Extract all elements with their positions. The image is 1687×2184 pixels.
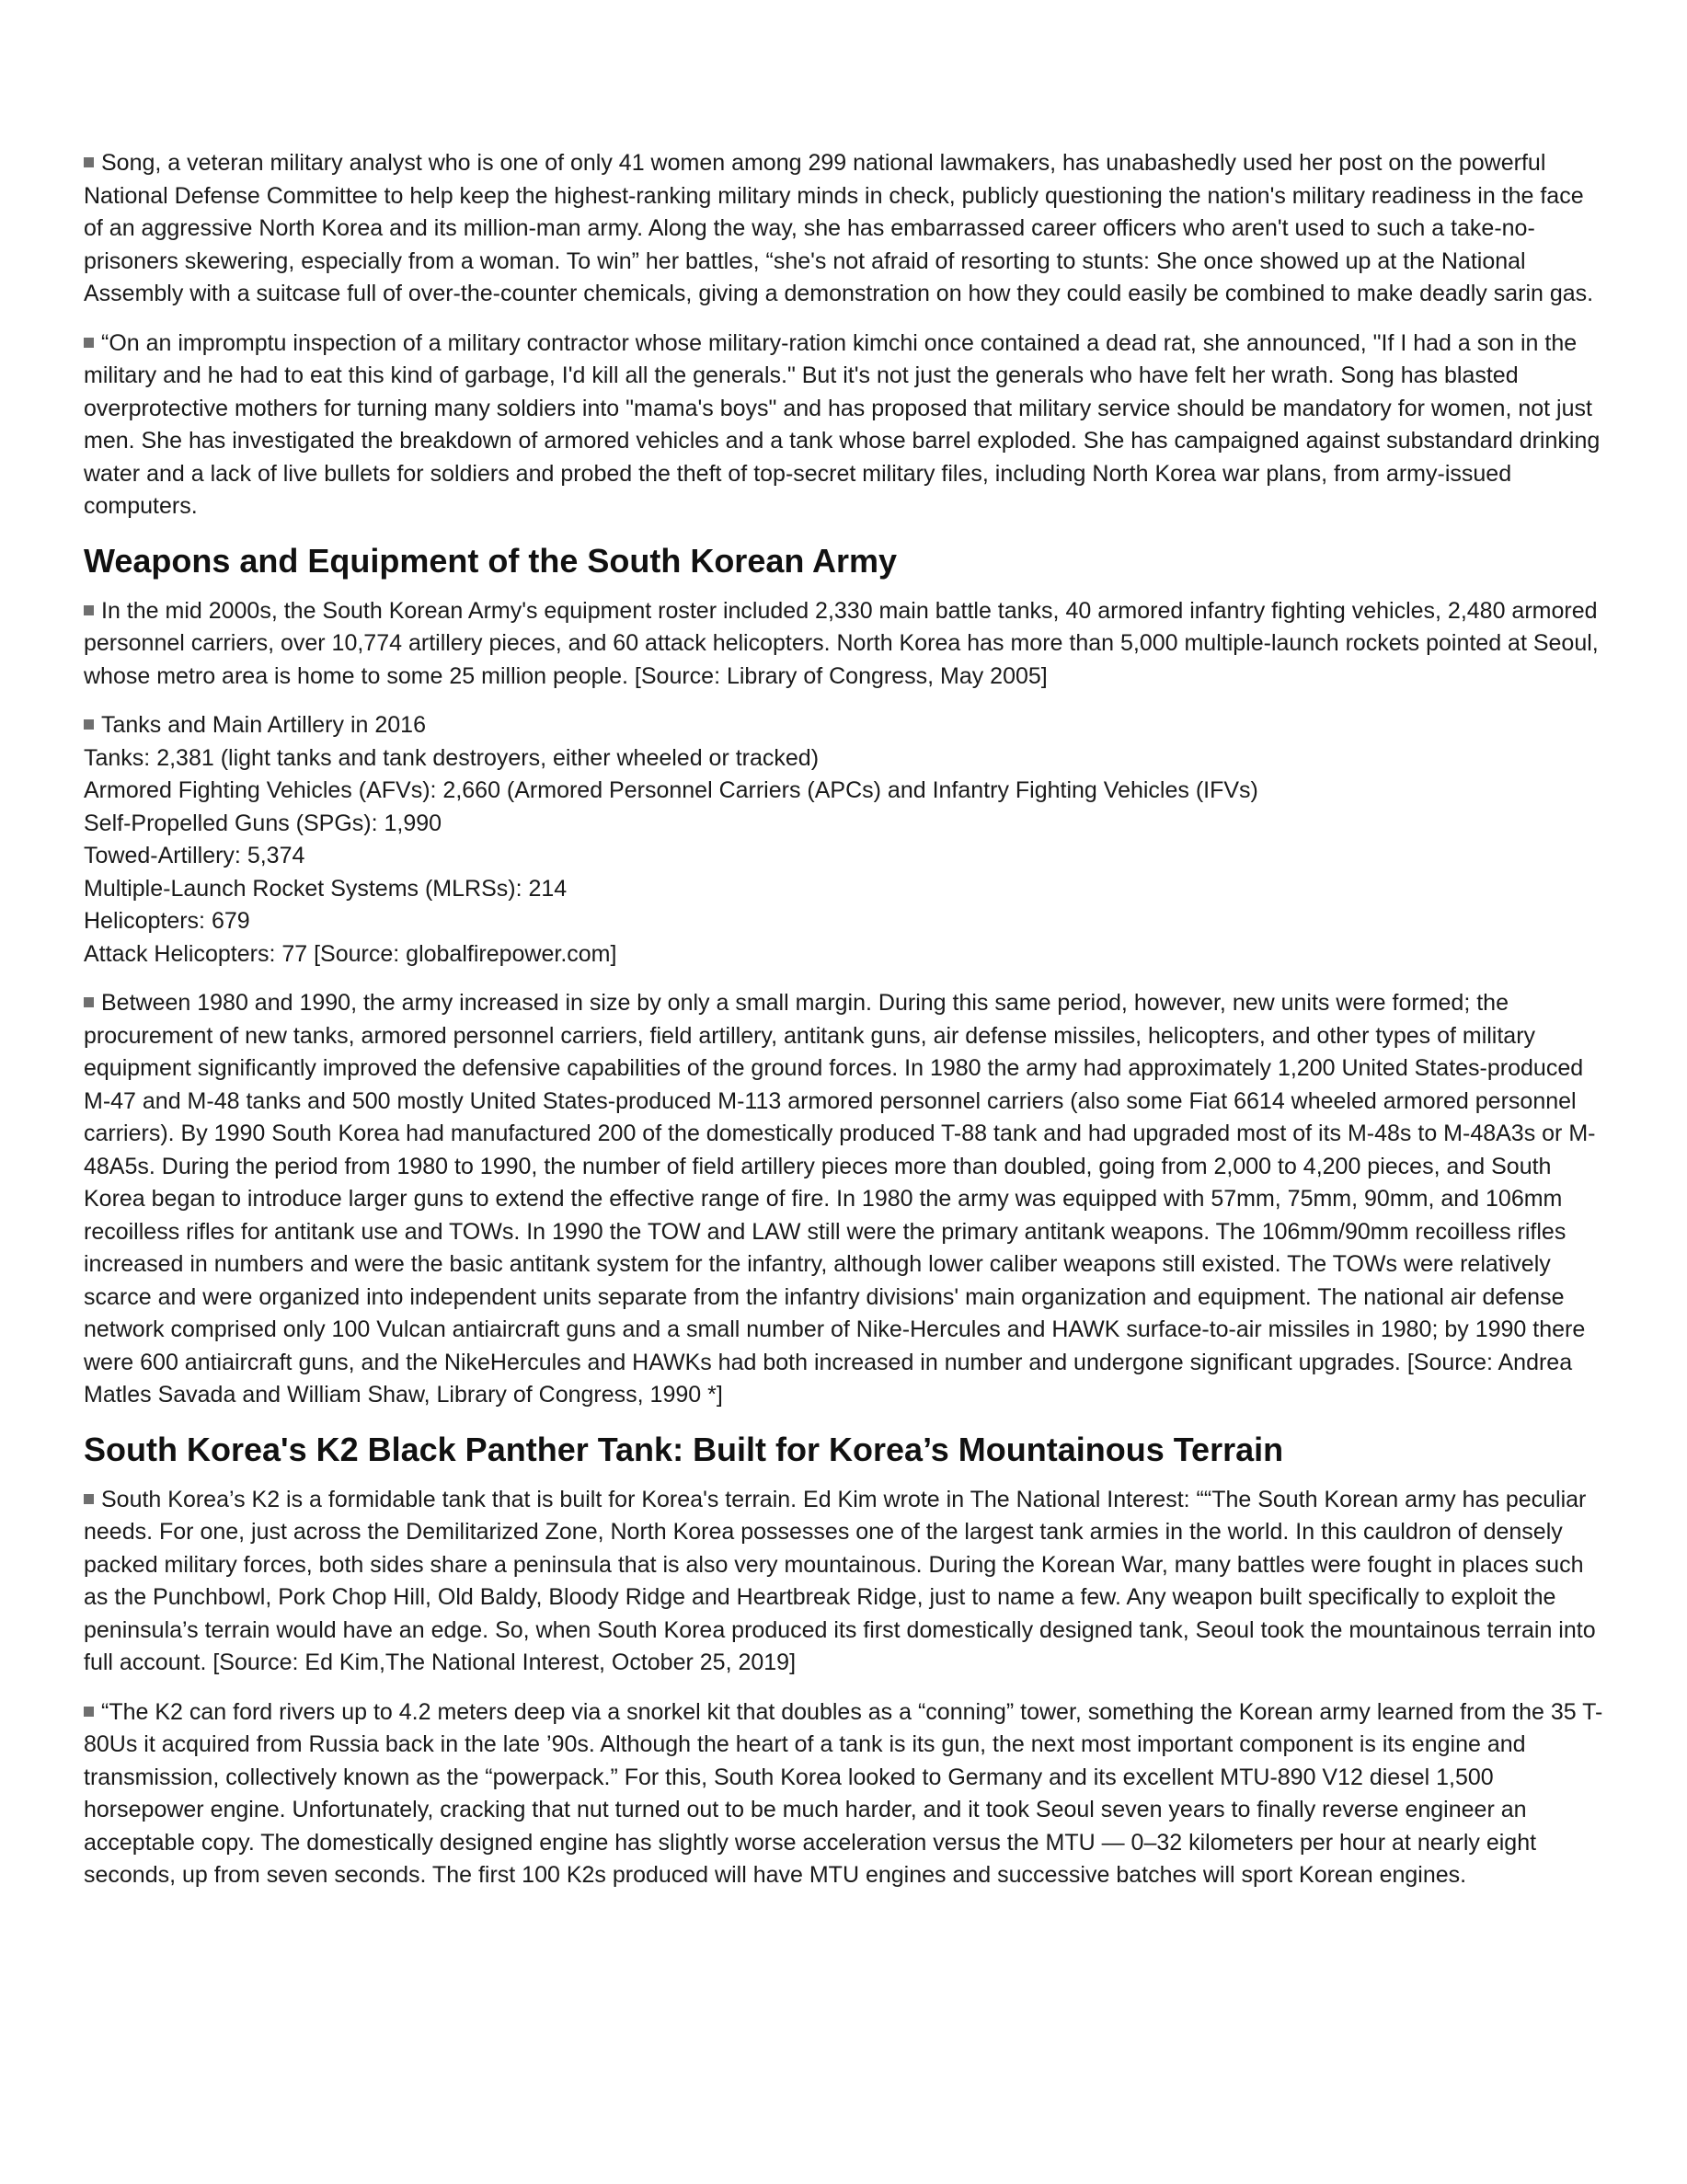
- paragraph-text: “The K2 can ford rivers up to 4.2 meters deep via a snorkel kit that doubles as a “conning” tower, something the Korean army learned from the 35 T-80Us it acquired from Russia back in the late ’90s. Although the heart of a tank is its gun, the next most important component is its engine and transmission, collectively known as the “powerpack.” For this, South Korea looked to Germany and its excellent MTU-890 V12 diesel 1,500 horsepower engine. Unfortunately, cracking that nut turned out to be much harder, and it took Seoul seven years to finally reverse engineer an acceptable copy. The domestically designed engine has slightly worse acceleration versus the MTU — 0–32 kilometers per hour at nearly eight seconds, up from seven seconds. The first 100 K2s produced will have MTU engines and successive batches will sport Korean engines.: [84, 1698, 1603, 1888]
- square-bullet-icon: [84, 605, 94, 615]
- square-bullet-icon: [84, 1494, 94, 1504]
- list-item: Self-Propelled Guns (SPGs): 1,990: [84, 810, 442, 836]
- list-item: Armored Fighting Vehicles (AFVs): 2,660 (Armored Personnel Carriers (APCs) and Infantry Fighting Vehicles (IFVs): [84, 777, 1258, 803]
- paragraph: [84, 1696, 1603, 1892]
- article-body: [84, 147, 1603, 1909]
- square-bullet-icon: [84, 719, 94, 730]
- list-item: Helicopters: 679: [84, 908, 250, 934]
- paragraph: [84, 1484, 1603, 1680]
- square-bullet-icon: [84, 997, 94, 1007]
- list-title: Tanks and Main Artillery in 2016: [101, 712, 426, 738]
- square-bullet-icon: [84, 1707, 94, 1717]
- square-bullet-icon: [84, 338, 94, 348]
- paragraph-text: “On an impromptu inspection of a military contractor whose military-ration kimchi once contained a dead rat, she announced, "If I had a son in the military and he had to eat this kind of garbage, I'd kill all the generals." But it's not just the generals who have felt her wrath. Song has blasted overprotective mothers for turning many soldiers into "mama's boys" and has proposed that military service should be mandatory for women, not just men. She has investigated the breakdown of armored vehicles and a tank whose barrel exploded. She has campaigned against substandard drinking water and a lack of live bullets for soldiers and probed the theft of top-secret military files, including North Korea war plans, from army-issued computers.: [84, 329, 1601, 519]
- list-item: Towed-Artillery: 5,374: [84, 843, 305, 868]
- paragraph-text: In the mid 2000s, the South Korean Army's equipment roster included 2,330 main battle tanks, 40 armored infantry fighting vehicles, 2,480 armored personnel carriers, over 10,774 artillery pieces, and 60 attack helicopters. North Korea has more than 5,000 multiple-launch rockets pointed at Seoul, whose metro area is home to some 25 million people. [Source: Library of Congress, May 2005]: [84, 597, 1599, 689]
- list-item: Tanks: 2,381 (light tanks and tank destroyers, either wheeled or tracked): [84, 744, 820, 771]
- list-title-line: [84, 709, 1603, 742]
- section-heading: Weapons and Equipment of the South Korean Army: [84, 541, 898, 580]
- square-bullet-icon: [84, 157, 94, 167]
- paragraph-text: Song, a veteran military analyst who is one of only 41 women among 299 national lawmakers, has unabashedly used her post on the powerful National Defense Committee to help keep the highest-ranking military minds in check, publicly questioning the nation's military readiness in the face of an aggressive North Korea and its million-man army. Along the way, she has embarrassed career officers who aren't used to such a take-no-prisoners skewering, especially from a woman. To win” her battles, “she's not afraid of resorting to stunts: She once showed up at the National Assembly with a suitcase full of over-the-counter chemicals, giving a demonstration on how they could easily be combined to make deadly sarin gas.: [84, 150, 1594, 306]
- paragraph-text: South Korea’s K2 is a formidable tank that is built for Korea's terrain. Ed Kim wrote in The National Interest: ““The South Korean army has peculiar needs. For one, just across the Demilitarized Zone, North Korea possesses one of the largest tank armies in the world. In this cauldron of densely packed military forces, both sides share a peninsula that is also very mountainous. During the Korean War, many battles were fought in places such as the Punchbowl, Pork Chop Hill, Old Baldy, Bloody Ridge and Heartbreak Ridge, just to name a few. Any weapon built specifically to exploit the peninsula’s terrain would have an edge. So, when South Korea produced its first domestically designed tank, Seoul took the mountainous terrain into full account. [Source: Ed Kim,The National Interest, October 25, 2019]: [84, 1486, 1596, 1675]
- section-heading: South Korea's K2 Black Panther Tank: Built for Korea’s Mountainous Terrain: [84, 1430, 1284, 1468]
- list-item: Attack Helicopters: 77 [Source: globalfirepower.com]: [84, 940, 617, 967]
- paragraph: [84, 987, 1603, 1412]
- paragraph: [84, 328, 1603, 523]
- paragraph: [84, 147, 1603, 311]
- list-item: Multiple-Launch Rocket Systems (MLRSs): 214: [84, 875, 568, 902]
- equipment-list: [84, 709, 1603, 971]
- paragraph-text: Between 1980 and 1990, the army increased in size by only a small margin. During this same period, however, new units were formed; the procurement of new tanks, armored personnel carriers, field artillery, antitank guns, air defense missiles, helicopters, and other types of military equipment significantly improved the defensive capabilities of the ground forces. In 1980 the army had approximately 1,200 United States-produced M-47 and M-48 tanks and 500 mostly United States-produced M-113 armored personnel carriers (also some Fiat 6614 wheeled armored personnel carriers). By 1990 South Korea had manufactured 200 of the domestically produced T-88 tank and had upgraded most of its M-48s to M-48A3s or M-48A5s. During the period from 1980 to 1990, the number of field artillery pieces more than doubled, going from 2,000 to 4,200 pieces, and South Korea began to introduce larger guns to extend the effective range of fire. In 1980 the army was equipped with 57mm, 75mm, 90mm, and 106mm recoilless rifles for antitank use and TOWs. In 1990 the TOW and LAW still were the primary antitank weapons. The 106mm/90mm recoilless rifles increased in numbers and were the basic antitank system for the infantry, although lower caliber weapons still existed. The TOWs were relatively scarce and were organized into independent units separate from the infantry divisions' main organization and equipment. The national air defense network comprised only 100 Vulcan antiaircraft guns and a small number of Nike-Hercules and HAWK surface-to-air missiles in 1980; by 1990 there were 600 antiaircraft guns, and the NikeHercules and HAWKs had both increased in number and undergone significant upgrades. [Source: Andrea Matles Savada and William Shaw, Library of Congress, 1990 *]: [84, 990, 1596, 1408]
- paragraph: [84, 595, 1603, 694]
